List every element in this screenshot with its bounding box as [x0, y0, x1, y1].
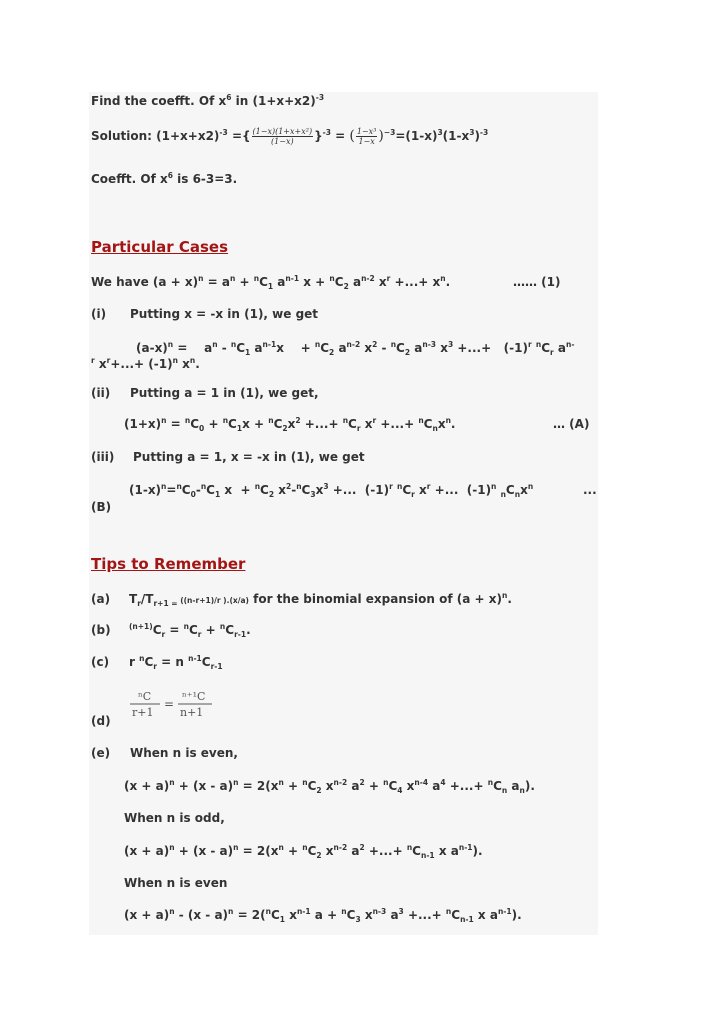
tip-e-label: (e): [91, 746, 111, 760]
case-ii-expansion: $(1+x)^n = ^nC_0 + ^nC_1x + ^nC_2x^2$ +...+ $^nC_r$ $x^r$ +...+ $^nC_nx^n$.: [124, 416, 456, 433]
case-ii-text: Putting a = 1 in (1), we get,: [130, 386, 319, 400]
equation-tag-b: (B): [91, 500, 112, 514]
case-i-label: (i): [91, 307, 107, 321]
tip-d-lhs-numerator: ⁿC: [138, 690, 152, 703]
tip-e-equation-3: $(x + a)^n - (x - a)^n = 2(^nC_1$ $x^{n-1}$ $a + ^nC_3$ $x^{n-3}$ $a^3$ +...+ $^nC_{n-1}$ x $a^{n-1}$).: [124, 907, 522, 924]
tip-d-lhs-denominator: r+1: [132, 706, 154, 719]
particular-cases-heading: Particular Cases: [91, 238, 229, 256]
tip-b-text: $^{(n+1)}C_r = ^nC_r + ^nC_{r-1}$.: [129, 622, 251, 639]
case-i-text: Putting x = -x in (1), we get: [130, 307, 319, 321]
tip-e-text: When n is even,: [130, 746, 238, 760]
tip-a-label: (a): [91, 592, 111, 606]
case-iii-text: Putting a = 1, x = -x in (1), we get: [133, 450, 365, 464]
case-i-expansion-cont: $^r$ $x^r+...+ (-1)^n$ $x^n$.: [91, 356, 200, 371]
tip-e-even-text: When n is even: [124, 876, 228, 890]
case-iii-expansion: $(1-x)^n=^nC_0-^nC_1$ $x + ^nC_2$ $x^2-^nC_3x^3$ +... $(-1)^r$ $^nC_r$ $x^r$ +... $(-1)^n$ $_nC_nx^n$: [129, 482, 534, 499]
tip-e-equation-2: $(x + a)^n + (x - a)^n = 2(x^n + ^nC_2$ $x^{n-2}$ $a^2$ +...+ $^nC_{n-1}$ x $a^{n-1}$).: [124, 843, 483, 860]
general-expansion: We have $(a + x)^n = a^n + ^nC_1$ $a^{n-1}$ $x + ^nC_2$ $a^{n-2}$ $x^r$ +...+ $x^n$.: [91, 274, 451, 291]
tips-heading: Tips to Remember: [91, 555, 246, 573]
solution-line: Solution: $(1+x+x2)^{-3}$ ={ $\frac{\text{(1−x)(1+x+x²)}}{(1-x)}$ }$^{-3}$ = ( $\frac{\text{1−x³}}{1-x}$ )$^{-3}=(1-x)^3(1-x^3)^{-3}$: [91, 127, 489, 146]
coefficient-line: Coefft. Of $x^6$ is 6-3=3.: [91, 171, 238, 186]
tip-e-odd-text: When n is odd,: [124, 811, 225, 825]
case-ii-label: (ii): [91, 386, 111, 400]
tip-a-text: $T_r/T_{r+1 =}$ ((n-r+1)/r ).(x/a) for the binomial expansion of $(a + x)^n$.: [129, 591, 512, 608]
question-line: Find the coefft. Of $x^6$ in $(1+x+x2)^{-3}$: [91, 93, 325, 108]
tip-d-rhs-denominator: n+1: [180, 706, 204, 719]
tip-c-label: (c): [91, 655, 110, 669]
tip-c-text: r $^nC_r = n$ $^{n-1}C_{r-1}$: [129, 654, 223, 671]
tip-d-formula-image: [128, 685, 214, 723]
svg-text:=: =: [164, 697, 175, 711]
case-i-expansion: $(a-x)^n$ = $a^n - ^nC_1$ $a^{n-1}x$ + $^nC_2$ $a^{n-2}$ $x^2 - ^nC_2$ $a^{n-3}$ $x^3$ +...+ $(-1)^r$ $^nC_r$ $a^{n-}$: [136, 340, 575, 357]
equation-tag-b-dots: ...: [583, 483, 597, 497]
case-iii-label: (iii): [91, 450, 115, 464]
tip-b-label: (b): [91, 623, 111, 637]
fraction-1: $\frac{\text{(1−x)(1+x+x²)}}{(1-x)}$: [252, 127, 313, 146]
fraction-2: $\frac{\text{1−x³}}{1-x}$: [356, 127, 377, 146]
tip-d-rhs-numerator: ⁿ⁺¹C: [182, 690, 206, 703]
equation-tag-a: … (A): [553, 417, 590, 431]
equation-tag-1: …… (1): [513, 275, 561, 289]
tip-e-equation-1: $(x + a)^n + (x - a)^n = 2(x^n + ^nC_2$ $x^{n-2}$ $a^2 + ^nC_4$ $x^{n-4}$ $a^4$ +...+ $^nC_n$ $a_n$).: [124, 778, 535, 795]
content-panel: [89, 92, 598, 935]
tip-d-label: (d): [91, 714, 111, 728]
